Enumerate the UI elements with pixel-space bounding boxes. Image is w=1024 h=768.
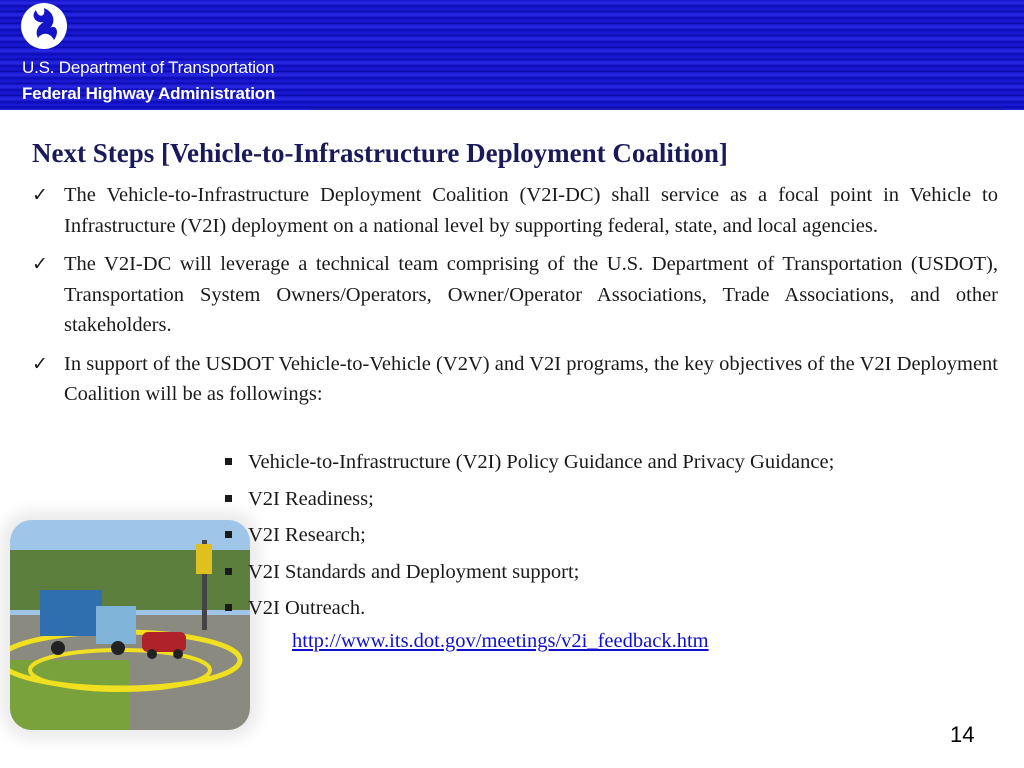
checkmark-icon: ✓ [32,352,48,375]
header-banner [0,0,1024,110]
objective-item [224,590,1004,627]
connected-vehicle-photo [10,520,250,730]
bullet-item [32,180,998,241]
square-bullet-icon [225,458,232,465]
objective-item [224,517,1004,554]
slide-title: Next Steps [Vehicle-to-Infrastructure Deployment Coalition] [32,138,728,168]
bullet-text: In support of the USDOT Vehicle-to-Vehicle (V2V) and V2I programs, the key objectives of the V2I Deployment Coalition will be as followings: [64,352,998,405]
bullet-text: The V2I-DC will leverage a technical team comprising of the U.S. Department of Transportation (USDOT), Transportation System Owners/Operators, Owner/Operator Associations, Trade Associations, and other stakeholders. [64,253,998,336]
bullet-item [32,349,998,410]
square-bullet-icon [225,531,232,538]
checkmark-icon: ✓ [32,184,48,206]
objective-text: V2I Standards and Deployment support; [248,560,580,583]
header-divider [310,108,1004,110]
agency-name: Federal Highway Administration [22,84,276,103]
square-bullet-icon [225,568,232,575]
bullet-text: The Vehicle-to-Infrastructure Deployment Coalition (V2I-DC) shall service as a focal point in Vehicle to Infrastructure (V2I) deployment on a national level by supporting federal, state, and local agencies. [64,184,998,237]
objective-text: Vehicle-to-Infrastructure (V2I) Policy Guidance and Privacy Guidance; [248,451,835,473]
page-number: 14 [950,722,975,747]
objective-text: V2I Outreach. [248,597,366,619]
dot-triskelion-logo-icon [20,2,68,50]
objective-list [224,444,1004,627]
objective-text: V2I Readiness; [248,487,374,510]
objective-item [224,554,1004,591]
feedback-link[interactable]: http://www.its.dot.gov/meetings/v2i_feedback.htm [292,630,709,652]
checkmark-icon: ✓ [32,253,48,275]
objective-item [224,481,1004,518]
bullet-item [32,249,998,341]
square-bullet-icon [225,604,232,611]
square-bullet-icon [225,495,232,502]
objective-item [224,444,1004,481]
objective-text: V2I Research; [248,524,366,546]
department-name: U.S. Department of Transportation [22,58,275,77]
bullet-list [32,180,998,418]
